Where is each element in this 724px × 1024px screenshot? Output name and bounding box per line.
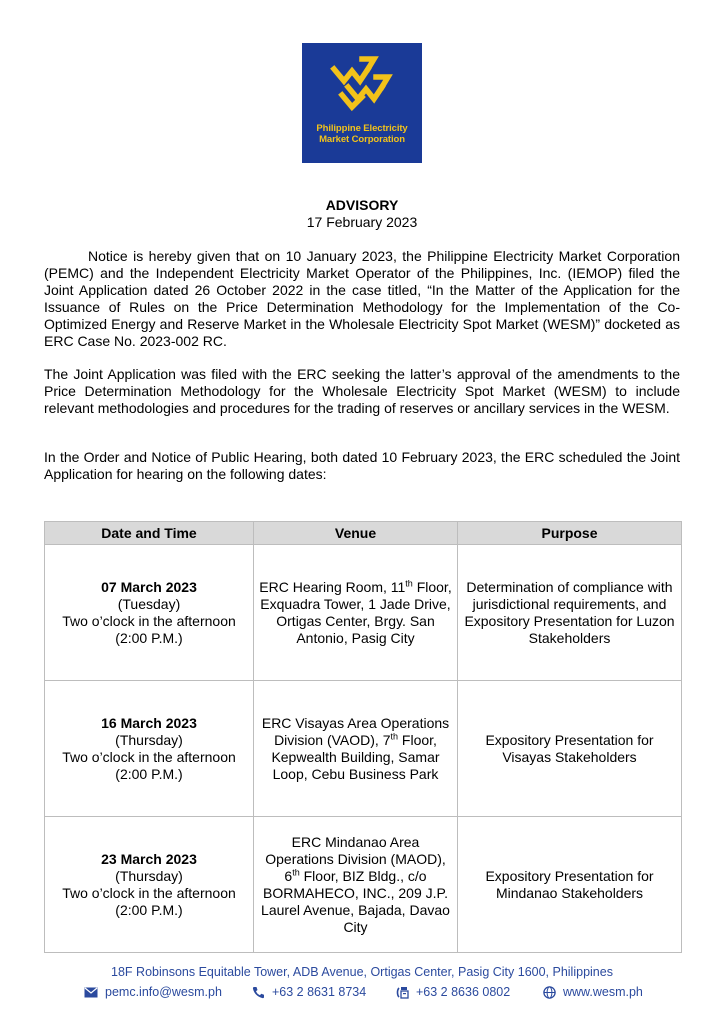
fax-text[interactable]: +63 2 8636 0802: [416, 985, 511, 999]
venue-text: ERC Visayas Area Operations Division (VAOD), 7: [261, 714, 450, 748]
hearing-day: (Thursday): [115, 731, 183, 748]
purpose-cell: Determination of compliance with jurisdictional requirements, and Expository Presentation for Luzon Stakeholders: [458, 545, 682, 681]
hearing-day: (Tuesday): [117, 595, 181, 612]
hearing-schedule-table: [44, 521, 682, 953]
table-row: [45, 545, 682, 681]
hearing-date: 23 March 2023: [101, 850, 197, 867]
date-time-cell: [45, 817, 254, 953]
hearing-time: Two o’clock in the afternoon: [62, 612, 236, 629]
venue-text-continued: Floor, BIZ Bldg., c/o BORMAHECO, INC., 209 J.P. Laurel Avenue, Bajada, Davao City: [261, 867, 450, 935]
hearing-time-short: (2:00 P.M.): [115, 901, 183, 918]
website-text[interactable]: www.wesm.ph: [563, 985, 643, 999]
hearing-time: Two o’clock in the afternoon: [62, 748, 236, 765]
contact-fax[interactable]: [396, 985, 510, 999]
venue-superscript: th: [292, 866, 300, 877]
venue-cell: [254, 545, 458, 681]
venue-text-continued: Floor, Exquadra Tower, 1 Jade Drive, Ortigas Center, Brgy. San Antonio, Pasig City: [260, 578, 452, 646]
table-header-row: [45, 522, 682, 545]
hearing-time: Two o’clock in the afternoon: [62, 884, 236, 901]
globe-icon: [543, 986, 556, 999]
venue-cell: [254, 817, 458, 953]
hearing-time-short: (2:00 P.M.): [115, 629, 183, 646]
footer-address: 18F Robinsons Equitable Tower, ADB Avenue, Ortigas Center, Pasig City 1600, Philippines: [111, 965, 613, 979]
pemc-logo-mark-icon: [322, 51, 402, 123]
venue-text: ERC Mindanao Area Operations Division (MAOD), 6: [265, 833, 446, 884]
hearing-date: 16 March 2023: [101, 714, 197, 731]
paragraph-hearing-order: In the Order and Notice of Public Hearing, both dated 10 February 2023, the ERC scheduled the Joint Application for hearing on the following dates:: [44, 449, 680, 482]
venue-text-continued: Floor, Kepwealth Building, Samar Loop, Cebu Business Park: [271, 731, 440, 782]
contact-website[interactable]: [543, 985, 643, 999]
hearing-date: 07 March 2023: [101, 578, 197, 595]
venue-cell: [254, 681, 458, 817]
email-text[interactable]: pemc.info@wesm.ph: [105, 985, 222, 999]
email-icon: [84, 987, 98, 998]
purpose-cell: Expository Presentation for Visayas Stakeholders: [458, 681, 682, 817]
column-header-date-time: Date and Time: [45, 522, 254, 545]
column-header-venue: Venue: [254, 522, 458, 545]
pemc-logo: [302, 43, 422, 163]
contact-phone[interactable]: [252, 985, 366, 999]
table-row: [45, 817, 682, 953]
hearing-time-short: (2:00 P.M.): [115, 765, 183, 782]
table-row: [45, 681, 682, 817]
phone-text[interactable]: +63 2 8631 8734: [272, 985, 367, 999]
purpose-cell: Expository Presentation for Mindanao Stakeholders: [458, 817, 682, 953]
date-time-cell: [45, 545, 254, 681]
logo-text-line1: Philippine Electricity: [316, 123, 408, 134]
paragraph-notice: Notice is hereby given that on 10 January 2023, the Philippine Electricity Market Corporation (PEMC) and the Independent Electricity Market Operator of the Philippines, Inc. (IEMOP) filed the Joint Application dated 26 October 2022 in the case titled, “In the Matter of the Application for the Issuance of Rules on the Price Determination Methodology for the Implementation of the Co-Optimized Energy and Reserve Market in the Wholesale Electricity Spot Market (WESM)” docketed as ERC Case No. 2023-002 RC.: [44, 248, 680, 349]
advisory-title: ADVISORY: [325, 197, 399, 213]
advisory-date: 17 February 2023: [306, 214, 418, 230]
fax-icon: [396, 986, 409, 999]
venue-superscript: th: [405, 577, 413, 588]
contact-email[interactable]: [84, 985, 222, 999]
hearing-day: (Thursday): [115, 867, 183, 884]
column-header-purpose: Purpose: [458, 522, 682, 545]
venue-superscript: th: [390, 730, 399, 741]
footer-contacts: [0, 985, 724, 1001]
paragraph-joint-application: The Joint Application was filed with the ERC seeking the latter’s approval of the amendments to the Price Determination Methodology for the Wholesale Electricity Spot Market (WESM) to include relevant methodologies and procedures for the trading of reserves or ancillary services in the WESM.: [44, 366, 680, 416]
phone-icon: [252, 986, 265, 999]
logo-text-line2: Market Corporation: [319, 134, 405, 145]
date-time-cell: [45, 681, 254, 817]
venue-text: ERC Hearing Room, 11: [259, 578, 406, 595]
